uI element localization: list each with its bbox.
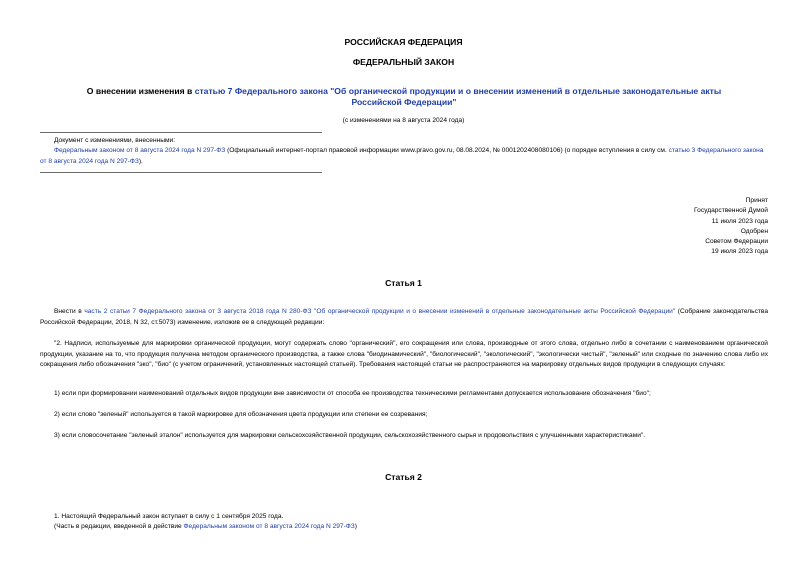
council-date: 19 июля 2023 года [711,248,768,256]
document-title [80,86,728,108]
adoption-block [568,196,768,258]
changes-top-rule [40,132,322,133]
article-2-part-1: 1. Настоящий Федеральный закон вступает в силу с 1 сентября 2025 года. [54,513,284,520]
article-2-edit-note [54,522,768,533]
article-1-item-1: 1) если при формировании наименований отдельных видов продукции вне зависимости от способа ее производства техническими регламентами допускается использование обозначения "био"; [54,390,651,397]
article-1-intro [40,307,768,328]
article-2-heading: Статья 2 [385,472,422,482]
changes-bottom-rule [40,172,322,173]
country-heading: РОССИЙСКАЯ ФЕДЕРАЦИЯ [344,37,463,47]
changes-text-1: (Официальный интернет-портал правовой информации www.pravo.gov.ru, 08.08.2024, № 0001202408080106) (о порядке вступления в силу см. [225,147,669,154]
duma-label: Государственной Думой [694,207,768,215]
edit-note-prefix: (Часть в редакции, введенной в действие [54,523,184,530]
changes-entry [40,146,768,167]
title-prefix: О внесении изменения в [86,86,195,96]
intro-prefix: Внести в [54,308,85,315]
duma-date: 11 июля 2023 года [711,217,768,225]
changes-link-law[interactable]: Федеральным законом от 8 августа 2024 года N 297-ФЗ [54,147,226,154]
article-1-quote: "2. Надписи, используемые для маркировки органической продукции, могут содержать слово "органический", его сокращения или слова, производные от этого слова, отдельно либо в сочетании с наименованием органической продукции, указание на то, что продукция получена методом органического производства, а также слова "биодинамический", "биологический", "экологический", "экологически чистый", "зеленый" или сходные по значению слова либо их сокращения либо обозначения "эко", "био" (с учетом ограничений, установленных настоящей статьей). Требования настоящей статьи не распространяются на маркировку отдельных видов продукции в следующих случаях: [40,340,768,368]
article-1-item-2: 2) если слово "зеленый" используется в такой маркировке для обозначения цвета продукции или степени ее созревания; [54,411,428,418]
changes-link-article[interactable]: статью 3 Федерального закона от 8 августа 2024 года N 297-ФЗ [40,147,764,165]
article-1-item-3: 3) если словосочетание "зеленый эталон" используется для маркировки сельскохозяйственной продукции, сельскохозяйственного сырья и продовольствия с улучшенными характеристиками". [54,432,646,439]
changes-label: Документ с изменениями, внесенными: [54,137,176,144]
edit-note-suffix: ) [354,523,357,530]
title-link[interactable]: статью 7 Федерального закона "Об органической продукции и о внесении изменений в отдельные законодательные акты Российской Федерации" [194,86,722,107]
intro-suffix: (Собрание законодательства Российской Федерации, 2018, N 32, ст.5073) изменение, изложив ее в следующей редакции: [40,308,768,326]
changes-text-2: ). [138,157,143,165]
law-type-heading: ФЕДЕРАЛЬНЫЙ ЗАКОН [352,57,455,67]
adopted-label: Принят [745,197,768,204]
council-label: Советом Федерации [705,238,768,246]
edit-note-link[interactable]: Федеральным законом от 8 августа 2024 года N 297-ФЗ [183,523,355,530]
intro-link[interactable]: часть 2 статьи 7 Федерального закона от 3 августа 2018 года N 280-ФЗ "Об органической продукции и о внесении изменений в отдельные законодательные акты Российской Федерации" [84,308,676,315]
article-1-heading: Статья 1 [385,278,422,288]
revision-note: (с изменениями на 8 августа 2024 года) [342,117,465,124]
approved-label: Одобрен [740,227,768,235]
